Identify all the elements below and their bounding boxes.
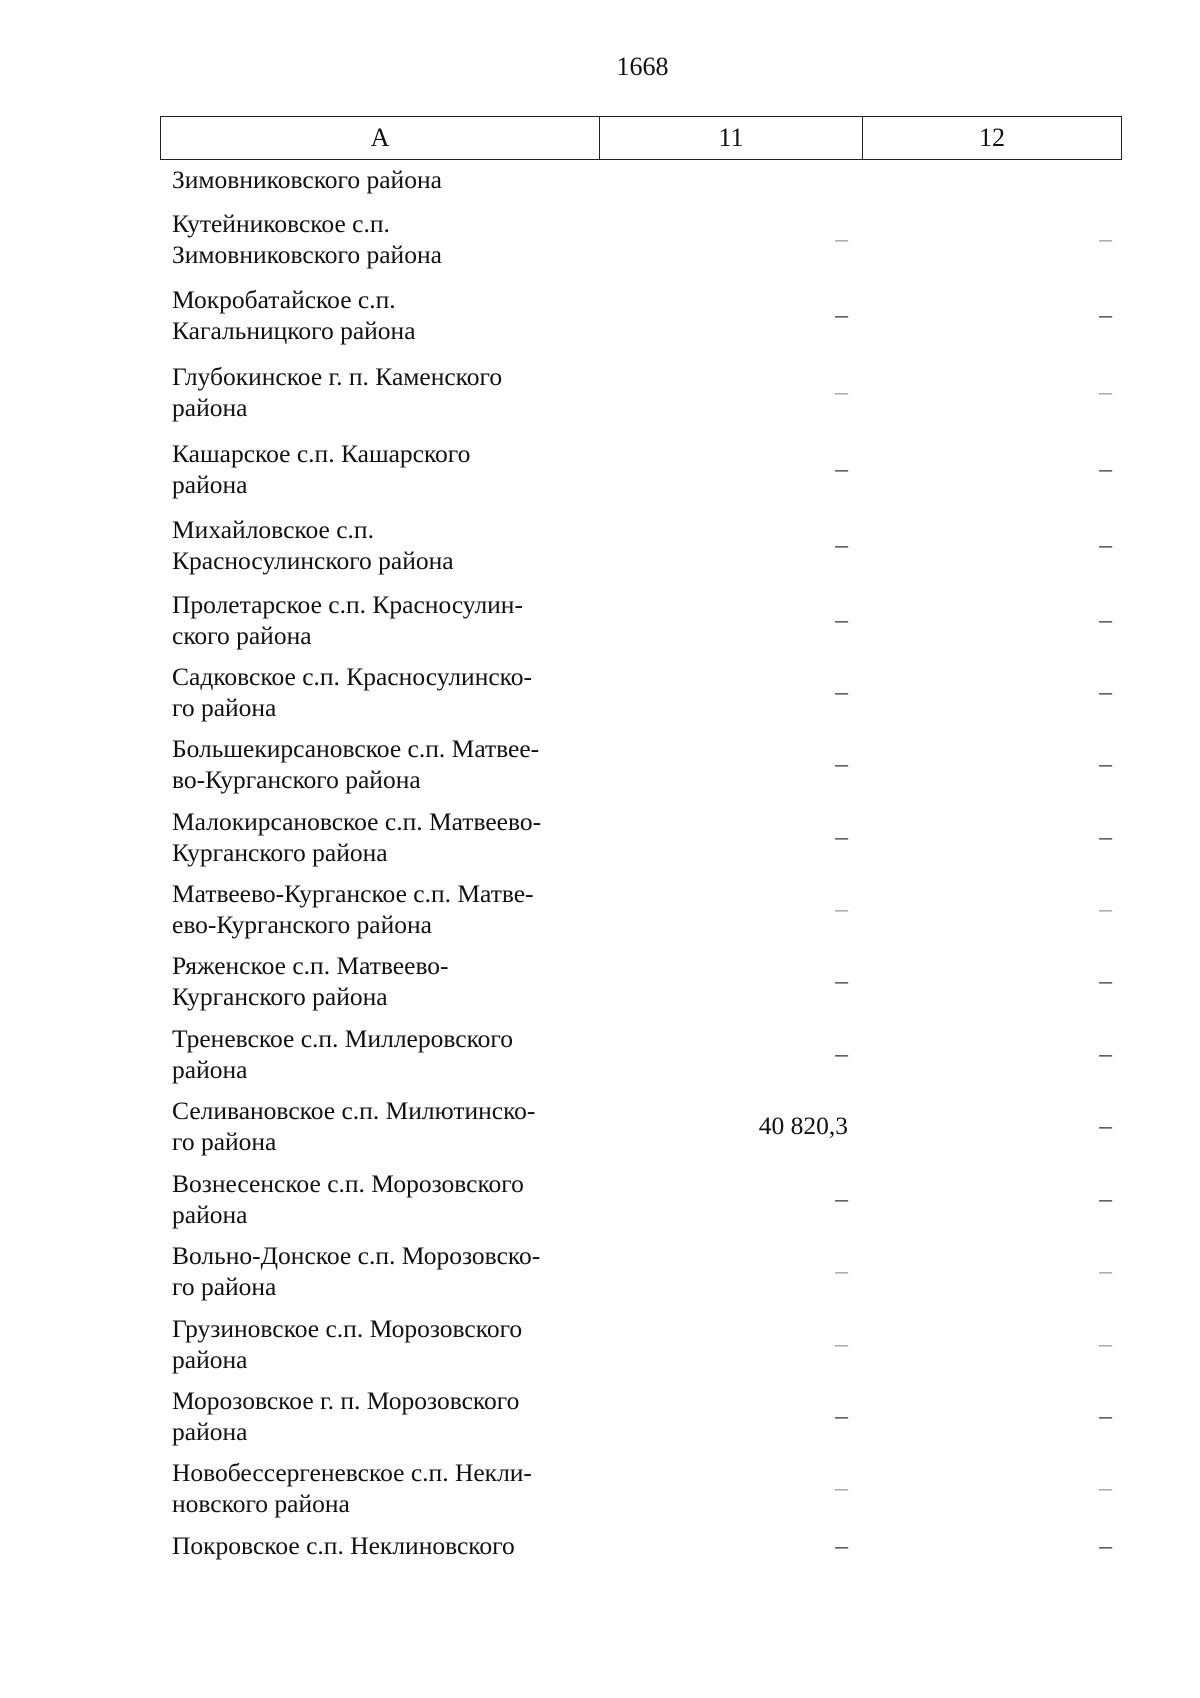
cell-12: – — [1099, 1531, 1112, 1560]
row-name-line: ского района — [172, 621, 312, 650]
cell-12: – — [1099, 749, 1112, 778]
row-name — [172, 361, 592, 423]
cell-12: – — [1099, 1184, 1112, 1213]
column-header-a: A — [161, 117, 600, 160]
row-name-line: го района — [172, 1272, 277, 1301]
cell-11: – — [835, 300, 848, 329]
cell-12: – — [1099, 1329, 1112, 1358]
row-name — [172, 1095, 592, 1157]
cell-11: – — [835, 605, 848, 634]
row-name-line: района — [172, 1417, 248, 1446]
cell-12: – — [1099, 530, 1112, 559]
row-name-line: Зимовниковского района — [172, 165, 442, 194]
cell-11: – — [835, 822, 848, 851]
cell-11: – — [835, 377, 848, 406]
table-header — [160, 116, 1122, 160]
cell-11: – — [835, 530, 848, 559]
cell-12: – — [1099, 1039, 1112, 1068]
row-name — [172, 589, 592, 651]
row-name-line: Красносулинского района — [172, 546, 454, 575]
row-name — [172, 1313, 592, 1375]
row-name-line: ево-Курганского района — [172, 910, 432, 939]
cell-11: – — [835, 1401, 848, 1430]
page-number: 1668 — [616, 52, 669, 81]
cell-12: – — [1099, 1473, 1112, 1502]
row-name-line: Морозовское г. п. Морозовского — [172, 1386, 520, 1415]
row-name-line: во-Курганского района — [172, 765, 421, 794]
row-name — [172, 661, 592, 723]
cell-11: – — [835, 454, 848, 483]
cell-11: 40 820,3 — [758, 1111, 848, 1140]
row-name-line: района — [172, 1345, 248, 1374]
row-name-line: района — [172, 393, 248, 422]
row-name-line: го района — [172, 693, 277, 722]
cell-11: – — [835, 1184, 848, 1213]
row-name-line: Покровское с.п. Неклиновского — [172, 1531, 515, 1560]
row-name — [172, 878, 592, 940]
cell-11: – — [835, 894, 848, 923]
row-name-line: района — [172, 1200, 248, 1229]
row-name-line: Михайловское с.п. — [172, 515, 374, 544]
column-header-12: 12 — [863, 117, 1122, 160]
row-name-line: Кагальницкого района — [172, 316, 416, 345]
row-name — [172, 950, 592, 1012]
row-name — [172, 284, 592, 346]
row-name — [172, 438, 592, 500]
cell-12: – — [1099, 1401, 1112, 1430]
cell-11: – — [835, 966, 848, 995]
row-name — [172, 164, 592, 195]
row-name — [172, 806, 592, 868]
row-name-line: Кутейниковское с.п. — [172, 209, 390, 238]
cell-12: – — [1099, 677, 1112, 706]
cell-12: – — [1099, 454, 1112, 483]
row-name-line: района — [172, 470, 248, 499]
cell-12: – — [1099, 300, 1112, 329]
row-name — [172, 1385, 592, 1447]
row-name-line: Курганского района — [172, 838, 388, 867]
row-name — [172, 514, 592, 576]
row-name-line: Садковское с.п. Красносулинско- — [172, 662, 533, 691]
cell-11: – — [835, 1473, 848, 1502]
row-name-line: Треневское с.п. Миллеровского — [172, 1024, 514, 1053]
row-name-line: Большекирсановское с.п. Матвее- — [172, 734, 540, 763]
cell-11: – — [835, 1329, 848, 1358]
row-name-line: Ряженское с.п. Матвеево- — [172, 951, 449, 980]
row-name-line: го района — [172, 1127, 277, 1156]
row-name-line: Пролетарское с.п. Красносулин- — [172, 590, 523, 619]
row-name-line: Селивановское с.п. Милютинско- — [172, 1096, 536, 1125]
row-name-line: Новобессергеневское с.п. Некли- — [172, 1458, 532, 1487]
row-name — [172, 1168, 592, 1230]
row-name-line: Грузиновское с.п. Морозовского — [172, 1314, 523, 1343]
row-name — [172, 1240, 592, 1302]
row-name-line: Матвеево-Курганское с.п. Матве- — [172, 879, 534, 908]
cell-11: – — [835, 677, 848, 706]
row-name-line: Кашарское с.п. Кашарского — [172, 439, 471, 468]
cell-11: – — [835, 1039, 848, 1068]
cell-11: – — [835, 224, 848, 253]
cell-12: – — [1099, 966, 1112, 995]
cell-12: – — [1099, 224, 1112, 253]
row-name-line: Курганского района — [172, 982, 388, 1011]
cell-11: – — [835, 749, 848, 778]
cell-12: – — [1099, 377, 1112, 406]
cell-11: – — [835, 1531, 848, 1560]
row-name-line: новского района — [172, 1489, 350, 1518]
cell-12: – — [1099, 1111, 1112, 1140]
row-name-line: Мокробатайское с.п. — [172, 285, 396, 314]
row-name — [172, 208, 592, 270]
row-name-line: Глубокинское г. п. Каменского — [172, 362, 503, 391]
cell-11: – — [835, 1256, 848, 1285]
cell-12: – — [1099, 894, 1112, 923]
row-name — [172, 733, 592, 795]
row-name-line: Вольно-Донское с.п. Морозовско- — [172, 1241, 541, 1270]
row-name — [172, 1023, 592, 1085]
row-name-line: Малокирсановское с.п. Матвеево- — [172, 807, 542, 836]
row-name — [172, 1530, 592, 1561]
cell-12: – — [1099, 605, 1112, 634]
cell-12: – — [1099, 822, 1112, 851]
row-name-line: Зимовниковского района — [172, 240, 442, 269]
cell-12: – — [1099, 1256, 1112, 1285]
column-header-11: 11 — [600, 117, 863, 160]
row-name — [172, 1457, 592, 1519]
row-name-line: Вознесенское с.п. Морозовского — [172, 1169, 524, 1198]
row-name-line: района — [172, 1055, 248, 1084]
